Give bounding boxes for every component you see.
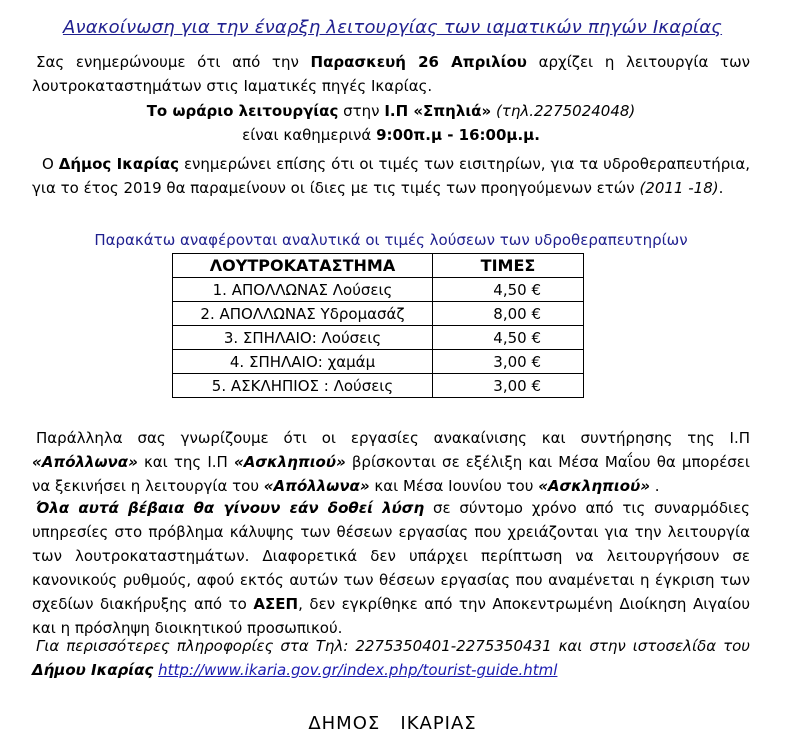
price-row	[173, 278, 584, 302]
years-range: (2011 -18)	[639, 179, 719, 197]
bathhouse-cell	[173, 278, 433, 302]
municipality-name: Δήμος Ικαρίας	[58, 155, 179, 173]
staff-text: σε σύντομο χρόνο από τις συναρμόδιες υπηρεσίες στο πρόβλημα κάλυψης των θέσεων εργασίας που χρειάζονται για την λειτουργία των λουτροκαταστημάτων. Διαφορετικά δεν υπάρχει περίπτωση να λειτουργήσουν σε κανονικούς ρυθμούς, αφού εκτός αυτών των θέσεων εργασίας που αναμένεται η έγκριση των σχεδίων διακήρυξης από το	[32, 499, 750, 613]
row-number: 3.	[223, 328, 239, 347]
header-bathhouse: ΛΟΥΤΡΟΚΑΤΑΣΤΗΜΑ	[173, 254, 433, 278]
price-cell: 4,50 €	[433, 326, 584, 350]
municipality-text: Ο	[42, 155, 59, 173]
municipality-text-end: .	[718, 179, 724, 197]
intro-text-end: αρχίζει η λειτουργία των λουτροκαταστημάτων στις Ιαματικές πηγές Ικαρίας.	[32, 53, 751, 95]
bathhouse-cell	[173, 374, 433, 398]
works-text-3: βρίσκονται σε εξέλιξη και Μέσα Μαΐου θα μπορέσει να ξεκινήσει η λειτουργία του	[32, 453, 750, 495]
bathhouse-cell	[173, 326, 433, 350]
asklepios-name: «Ασκληπιού»	[233, 453, 346, 471]
municipality-text-2: ενημερώνει επίσης ότι οι τιμές των εισιτηρίων, για τα υδροθεραπευτήρια, για το έτος 2019 θα παραμείνουν οι ίδιες με τις τιμές των προηγούμενων ετών	[32, 155, 751, 197]
staff-paragraph	[32, 496, 750, 640]
price-cell: 3,00 €	[433, 374, 584, 398]
apollo-name: «Απόλλωνα»	[32, 453, 138, 471]
hours-daily-label: είναι καθημερινά	[242, 126, 377, 144]
bathhouse-name: ΑΠΟΛΛΩΝΑΣ Λούσεις	[226, 280, 393, 299]
price-cell: 4,50 €	[433, 278, 584, 302]
bathhouse-cell	[173, 350, 433, 374]
hours-time: 9:00π.μ - 16:00μ.μ.	[376, 126, 540, 144]
table-intro: Παρακάτω αναφέρονται αναλυτικά οι τιμές λούσεων των υδροθεραπευτηρίων	[94, 231, 688, 249]
works-text-2: και της Ι.Π	[137, 453, 234, 471]
works-text: Παράλληλα σας γνωρίζουμε ότι οι εργασίες ανακαίνισης και συντήρησης της Ι.Π	[36, 429, 750, 447]
row-number: 1.	[212, 280, 227, 299]
staff-condition: Όλα αυτά βέβαια θα γίνουν εάν δοθεί λύση	[36, 499, 425, 517]
bathhouse-name: ΣΠΗΛΑΙΟ: Λούσεις	[238, 328, 382, 347]
municipality-paragraph	[32, 152, 750, 200]
works-text-4: και Μέσα Ιουνίου του	[369, 477, 539, 495]
bathhouse-name: ΑΠΟΛΛΩΝΑΣ Υδρομασάζ	[214, 304, 405, 323]
spring-name: Ι.Π «Σπηλιά»	[384, 102, 492, 120]
price-row	[173, 374, 584, 398]
hours-label: Το ωράριο λειτουργίας	[146, 102, 339, 120]
intro-paragraph	[32, 50, 750, 98]
hours-text: στην	[338, 102, 385, 120]
price-row	[173, 302, 584, 326]
price-row	[173, 326, 584, 350]
header-prices: ΤΙΜΕΣ	[433, 254, 584, 278]
price-cell: 8,00 €	[433, 302, 584, 326]
tourist-guide-link[interactable]: http://www.ikaria.gov.gr/index.php/tourist-guide.html	[158, 661, 558, 679]
bathhouse-name: ΑΣΚΛΗΠΙΟΣ : Λούσεις	[226, 376, 394, 395]
footer-signature: ΔΗΜΟΣ ΙΚΑΡΙΑΣ	[308, 713, 477, 734]
price-cell: 3,00 €	[433, 350, 584, 374]
asep-name: ΑΣΕΠ	[253, 595, 299, 613]
bathhouse-cell	[173, 302, 433, 326]
spring-phone: (τηλ.2275024048)	[491, 102, 636, 120]
works-paragraph	[32, 426, 750, 498]
asklepios-name-2: «Ασκληπιού»	[538, 477, 650, 495]
row-number: 4.	[229, 352, 245, 371]
announcement-title: Ανακοίνωση για την έναρξη λειτουργίας των ιαματικών πηγών Ικαρίας	[62, 17, 723, 38]
row-number: 2.	[200, 304, 215, 323]
contact-text: Για περισσότερες πληροφορίες στα Τηλ: 2275350401-2275350431 και στην ιστοσελίδα του	[36, 637, 750, 655]
price-table-header	[173, 254, 584, 278]
contact-paragraph	[32, 634, 750, 682]
staff-text-end: , δεν εγκρίθηκε από την Αποκεντρωμένη Διοίκηση Αιγαίου και η πρόσληψη διοικητικού προσωπικού.	[32, 595, 750, 637]
bathhouse-name: ΣΠΗΛΑΙΟ: χαμάμ	[244, 352, 376, 371]
hours-paragraph	[32, 99, 750, 147]
opening-date: Παρασκευή 26 Απριλίου	[310, 53, 527, 71]
apollo-name-2: «Απόλλωνα»	[263, 477, 370, 495]
row-number: 5.	[211, 376, 227, 395]
works-text-end: .	[649, 477, 660, 495]
price-table	[172, 253, 584, 398]
municipality-name-2: Δήμου Ικαρίας	[32, 661, 154, 679]
price-row	[173, 350, 584, 374]
intro-text: Σας ενημερώνουμε ότι από την	[36, 53, 311, 71]
